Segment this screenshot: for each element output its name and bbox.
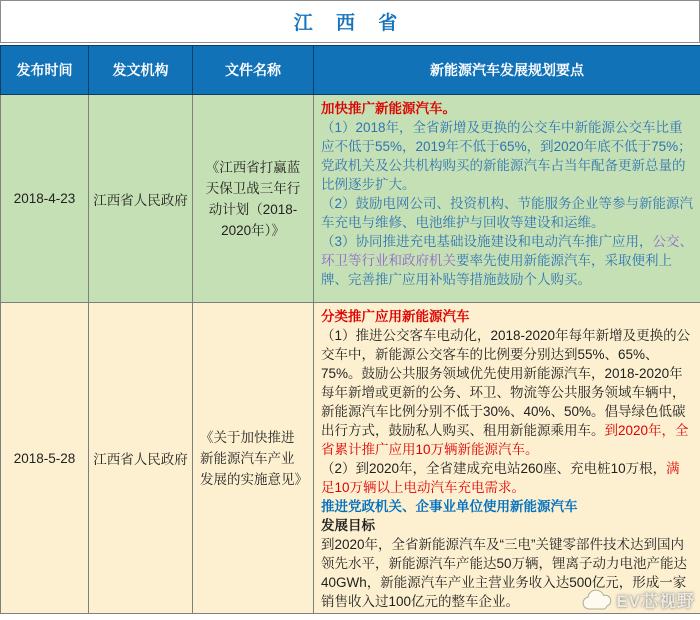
text-segment: 加快推广新能源汽车。: [321, 101, 456, 116]
text-segment: （1）推进公交客车电动化，2018-2020年每年新增及更换的公交车中，新能源公交客车的比例要分别达到55%、65%、75%。鼓励公共服务领域优先使用新能源汽车，2018-2020年每年新增或更新的公务、环卫、物流等公共服务领域车辆中，新能源汽车比例分别不低于30%、40%、50%。倡导绿色低碳出行方式，鼓励私人购买、租用新能源乘用车。: [321, 328, 691, 438]
text-segment: 推进党政机关、企事业单位使用新能源汽车: [321, 499, 578, 514]
watermark-text: EV芯视野: [616, 592, 695, 611]
table-header-row: [1, 46, 700, 95]
text-segment: （2）鼓励电网公司、投资机构、节能服务企业等参与新能源汽车充电与维修、电池维护与回收等建设和运维。: [321, 196, 694, 230]
page-title: 江 西 省: [293, 13, 407, 34]
point-paragraph: [321, 99, 693, 118]
table-row: [1, 95, 700, 303]
cell-key-points: [314, 95, 700, 303]
col-header-doc-name: 文件名称: [193, 46, 314, 95]
text-segment: 要率先使用新能源汽车，采取便利上牌、完善推广应用补贴等措施鼓励个人购买。: [321, 253, 672, 287]
text-segment: （3）协同推进充电基础设施建设和电动汽车推广应用，: [321, 234, 653, 249]
point-paragraph: [321, 307, 693, 326]
col-header-key-points: 新能源汽车发展规划要点: [314, 46, 700, 95]
point-paragraph: [321, 194, 693, 232]
point-paragraph: [321, 326, 693, 459]
text-segment: （2）到2020年，全省建成充电站260座、充电桩10万根，: [321, 461, 667, 476]
text-segment: 到2020年，全省新能源汽车及“三电”关键零部件技术达到国内领先水平，新能源汽车产能达50万辆，锂离子动力电池产能达40GWh，新能源汽车产业主营业务收入达500亿元，形成一家销售收入过100亿元的整车企业。: [321, 537, 688, 609]
cell-agency: 江西省人民政府: [89, 95, 193, 303]
text-segment: 公交、环卫等行业和政府机关: [321, 234, 694, 268]
text-segment: 发展目标: [321, 518, 375, 533]
point-paragraph: [321, 232, 693, 289]
text-segment: 到2020年，全省累计推广应用10万辆新能源汽车。: [321, 423, 689, 457]
cell-doc-name: 《关于加快推进新能源汽车产业发展的实施意见》: [193, 303, 314, 614]
point-paragraph: [321, 497, 693, 516]
table-row: [1, 303, 700, 614]
point-paragraph: [321, 516, 693, 535]
cell-publish-date: 2018-5-28: [1, 303, 89, 614]
policy-table: [0, 45, 700, 614]
point-paragraph: [321, 459, 693, 497]
cell-agency: 江西省人民政府: [89, 303, 193, 614]
cell-key-points: [314, 303, 700, 614]
col-header-publish-date: 发布时间: [1, 46, 89, 95]
point-paragraph: [321, 535, 693, 611]
text-segment: （1）2018年，全省新增及更换的公交车中新能源公交车比重应不低于55%，2019年不低于65%，到2020年底不低于75%；党政机关及公共机构购买的新能源汽车占当年配备更新总量的比例逐步扩大。: [321, 120, 692, 192]
point-paragraph: [321, 118, 693, 194]
text-segment: 分类推广应用新能源汽车: [321, 309, 470, 324]
cell-publish-date: 2018-4-23: [1, 95, 89, 303]
text-segment: 满足10万辆以上电动汽车充电需求。: [321, 461, 680, 495]
col-header-agency: 发文机构: [89, 46, 193, 95]
cell-doc-name: 《江西省打赢蓝天保卫战三年行动计划（2018-2020年）》: [193, 95, 314, 303]
page-title-box: [0, 0, 700, 43]
